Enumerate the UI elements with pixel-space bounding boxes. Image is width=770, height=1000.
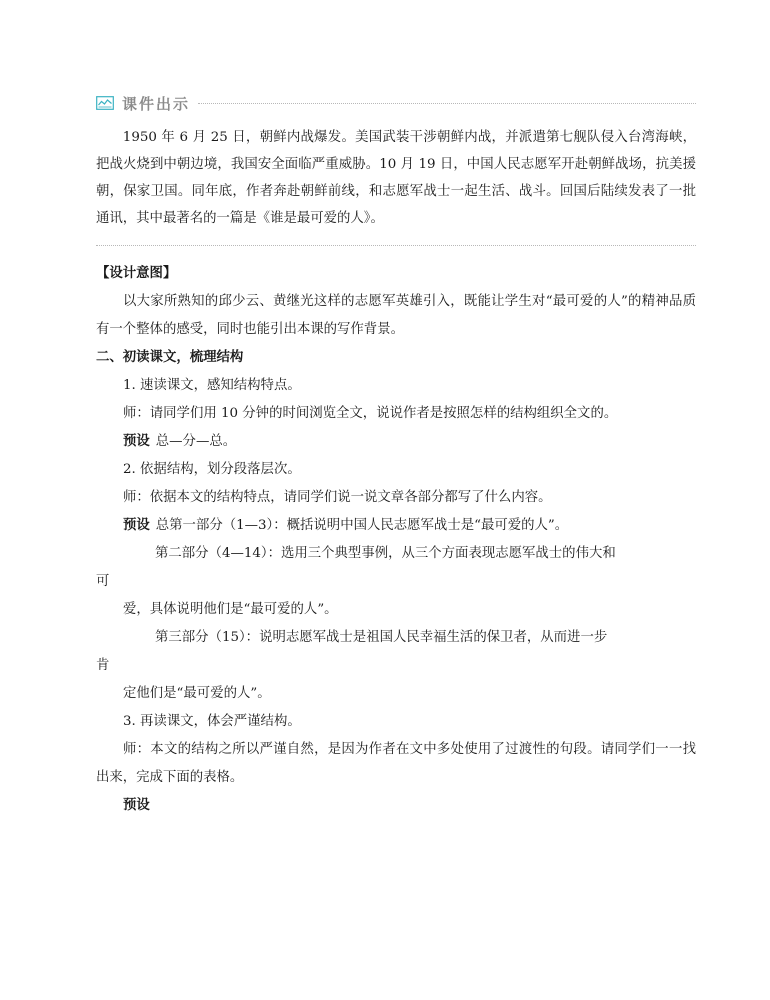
intro-block xyxy=(96,124,696,232)
preset-label: 预设 xyxy=(123,434,150,449)
part-two-line-two: 爱，具体说明他们是“最可爱的人”。 xyxy=(123,602,338,617)
lesson-body xyxy=(96,260,696,820)
section-header-title: 课件出示 xyxy=(122,94,191,113)
step-two: 2. 依据结构，划分段落层次。 xyxy=(123,462,301,477)
intro-paragraph: 1950 年 6 月 25 日，朝鲜内战爆发。美国武装干涉朝鲜内战，并派遣第七舰队侵入台湾海峡，把战火烧到中朝边境，我国安全面临严重威胁。10 月 19 日，中国人民志愿军开赴朝鲜战场，抗美援朝，保家卫国。同年底，作者奔赴朝鲜前线，和志愿军战士一起生活、战斗。回国后陆续发表了一批通讯，其中最著名的一篇是《谁是最可爱的人》。 xyxy=(96,130,696,226)
preset-one xyxy=(96,428,696,456)
intro-divider xyxy=(96,245,696,246)
preset-two-part-one: 总第一部分（1—3）：概括说明中国人民志愿军战士是“最可爱的人”。 xyxy=(155,518,569,533)
preset-three xyxy=(96,792,696,820)
courseware-chart-icon xyxy=(96,96,114,110)
teacher-prompt-one: 师：请同学们用 10 分钟的时间浏览全文，说说作者是按照怎样的结构组织全文的。 xyxy=(123,406,618,421)
design-intent-heading: 【设计意图】 xyxy=(96,266,177,281)
preset-one-text: 总—分—总。 xyxy=(155,434,237,449)
section-header xyxy=(96,94,696,112)
part-three-wrap: 肯 xyxy=(96,658,110,673)
step-three: 3. 再读课文，体会严谨结构。 xyxy=(123,714,301,729)
design-intent-text: 以大家所熟知的邱少云、黄继光这样的志愿军英雄引入，既能让学生对“最可爱的人”的精神品质有一个整体的感受，同时也能引出本课的写作背景。 xyxy=(96,294,696,337)
preset-label: 预设 xyxy=(123,518,150,533)
part-three-line-one: 第三部分（15）：说明志愿军战士是祖国人民幸福生活的保卫者，从而进一步 xyxy=(155,630,608,645)
part-three-line-two: 定他们是“最可爱的人”。 xyxy=(123,686,271,701)
teacher-prompt-two: 师：依据本文的结构特点，请同学们说一说文章各部分都写了什么内容。 xyxy=(123,490,552,505)
section-two-heading: 二、初读课文，梳理结构 xyxy=(96,350,244,365)
part-two-wrap: 可 xyxy=(96,574,110,589)
preset-two xyxy=(96,512,696,540)
header-divider xyxy=(198,103,696,104)
step-one: 1. 速读课文，感知结构特点。 xyxy=(123,378,301,393)
preset-label: 预设 xyxy=(123,798,150,813)
teacher-prompt-three: 师：本文的结构之所以严谨自然，是因为作者在文中多处使用了过渡性的句段。请同学们一一找出来，完成下面的表格。 xyxy=(96,742,696,785)
part-two-line-one: 第二部分（4—14）：选用三个典型事例，从三个方面表现志愿军战士的伟大和 xyxy=(155,546,616,561)
